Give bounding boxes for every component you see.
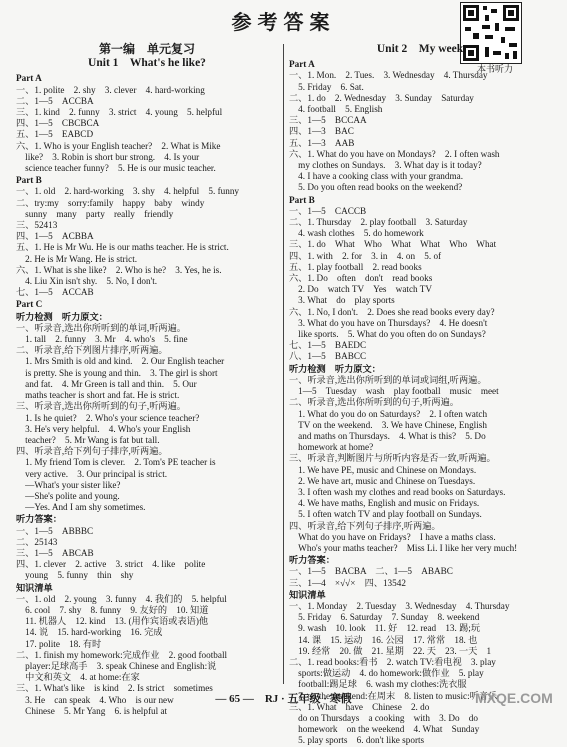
answer-line: —Yes. And I am shy sometimes.	[16, 502, 146, 513]
answer-line: 4. We have maths, English and music on Fridays.	[289, 498, 480, 509]
section-heading: 听力答案：	[16, 514, 62, 525]
answer-line: 四、1—5 CBCBCA	[16, 118, 100, 129]
answer-line: sunny many party really friendly	[16, 208, 174, 219]
answer-line: sports:做运动 4. do homework:做作业 5. play	[289, 668, 484, 679]
answer-line: and fat. 4. Mr Green is tall and thin. 5. Our	[16, 378, 197, 389]
answer-line: 二、try:my sorry:family happy baby windy	[16, 197, 205, 208]
answer-line: 二、听录音,给下列图片排序,听两遍。	[16, 345, 168, 356]
answer-line: 三、1—5 ABCAB	[16, 547, 94, 558]
answer-line: 5. play sports 6. don't like sports	[289, 735, 425, 746]
column-divider	[283, 44, 284, 684]
answer-line: —She's polite and young.	[16, 490, 120, 501]
answer-line: 14. 课 15. 运动 16. 公园 17. 常常 18. 也	[289, 634, 478, 645]
answer-line: 三、52413	[16, 220, 58, 231]
answer-line: 四、1. clever 2. active 3. strict 4. like polite	[16, 559, 206, 570]
answer-line: 17. polite 18. 有时	[16, 638, 102, 649]
answer-line: 四、1—5 ACBBA	[16, 231, 94, 242]
answer-line: 3. I often wash my clothes and read books on Saturdays.	[289, 486, 506, 497]
answer-line: 三、1. kind 2. funny 3. strict 4. young 5. helpful	[16, 107, 223, 118]
answer-line: 11. 机器人 12. kind 13. (用作宾语或表语)他	[16, 616, 209, 627]
answer-line: 2. We have art, music and Chinese on Tuesdays.	[289, 475, 476, 486]
answer-line: 1. Is he quiet? 2. Who's your science teacher?	[16, 412, 200, 423]
answer-line: 14. 说 15. hard-working 16. 完成	[16, 627, 163, 638]
answer-line: 五、1. He is Mr Wu. He is our maths teacher. He is strict.	[16, 242, 229, 253]
answer-line: 三、1. What have Chinese 2. do	[289, 701, 430, 712]
answer-line: 四、听录音,给下列句子排序,听两遍。	[16, 446, 168, 457]
section-heading: Part B	[289, 194, 315, 205]
answer-line: 5. Friday 6. Saturday 7. Sunday 8. weekend	[289, 612, 480, 623]
answer-line: 1. My friend Tom is clever. 2. Tom's PE teacher is	[16, 457, 216, 468]
answer-line: 二、1. read books:看书 2. watch TV:看电视 3. play	[289, 656, 496, 667]
answer-line: 二、1—5 ACCBA	[16, 95, 94, 106]
answer-line: homework at home?	[289, 442, 374, 453]
answer-line: 二、25143	[16, 536, 58, 547]
answer-line: 5. Do you often read books on the weekend?	[289, 182, 463, 193]
answer-line: 一、听录音,选出你所听到的单词,听两遍。	[16, 322, 186, 333]
section-heading: 听力答案：	[289, 555, 335, 566]
section-heading: 知识清单	[289, 589, 326, 600]
answer-line: Chinese 5. Mr Yang 6. is helpful at	[16, 705, 168, 716]
answer-line: 一、听录音,选出你所听到的单词或词组,听两遍。	[289, 374, 487, 385]
answer-line: 一、1. Monday 2. Tuesday 3. Wednesday 4. Thursday	[289, 600, 510, 611]
section-heading: 听力检测 听力原文：	[289, 363, 381, 374]
answer-line: 七、1—5 ACCAB	[16, 287, 94, 298]
answer-line: 1. tall 2. funny 3. Mr 4. who's 5. fine	[16, 334, 188, 345]
answer-line: maths teacher is short and fat. He is strict.	[16, 390, 180, 401]
answer-line: player:足球高手 3. speak Chinese and English:说	[16, 660, 217, 671]
answer-line: 6. cool 7. shy 8. funny 9. 友好的 10. 知道	[16, 604, 209, 615]
answer-line: young 5. funny thin shy	[16, 570, 134, 581]
answer-line: 四、1—3 BAC	[289, 126, 354, 137]
answer-line: 4. Liu Xin isn't shy. 5. No, I don't.	[16, 276, 158, 287]
answer-line: 七、1—5 BAEDC	[289, 340, 367, 351]
answer-line: teacher? 5. Mr Wang is fat but tall.	[16, 434, 160, 445]
answer-line: —What's your sister like?	[16, 479, 121, 490]
answer-line: 7. on the weekend:在周末 8. listen to music:听音乐	[289, 690, 498, 701]
answer-line: football:踢足球 6. wash my clothes:洗衣服	[289, 679, 467, 690]
answer-line: 五、1—5 EABCD	[16, 129, 94, 140]
answer-line: Who's your maths teacher? Miss Li. I like her very much!	[289, 542, 518, 553]
unit1-answers	[16, 73, 278, 717]
answer-line: 19. 经常 20. 做 21. 星期 22. 天 23. 一天 1	[289, 645, 492, 656]
answer-line: 4. football 5. English	[289, 104, 383, 115]
answer-line: 四、1. with 2. for 3. in 4. on 5. of	[289, 250, 442, 261]
qr-label: 本书听力	[476, 64, 513, 74]
answer-line: 一、1—5 ABBBC	[16, 525, 94, 536]
right-column	[289, 42, 551, 747]
answer-line: 1. We have PE, music and Chinese on Mondays.	[289, 464, 477, 475]
answer-line: like? 3. Robin is short bur strong. 4. Is your	[16, 151, 200, 162]
answer-line: 三、1—5 BCCAA	[289, 115, 367, 126]
answer-line: 中文和英文 4. at home:在家	[16, 672, 140, 683]
answer-line: 4. wash clothes 5. do homework	[289, 228, 424, 239]
unit2-title: Unit 2 My week	[376, 43, 464, 55]
answer-line: 一、1—5 CACCB	[289, 205, 367, 216]
answer-line: 一、1. polite 2. shy 3. clever 4. hard-working	[16, 84, 205, 95]
answer-line: 1. Mrs Smith is old and kind. 2. Our English teacher	[16, 356, 225, 367]
answer-line: science teacher funny? 5. He is our music teacher.	[16, 163, 216, 174]
section-heading: Part C	[16, 299, 43, 310]
section-heading: Part A	[289, 59, 315, 70]
watermark: MXQE.COM	[475, 690, 553, 706]
section-heading: Part A	[16, 73, 42, 84]
answer-line: 一、1. old 2. young 3. funny 4. 我们的 5. helpful	[16, 593, 227, 604]
answer-line: 三、听录音,选出你所听到的句子,听两遍。	[16, 401, 186, 412]
answer-line: 六、1. What is she like? 2. Who is he? 3. Yes, he is.	[16, 264, 222, 275]
answer-line: 八、1—5 BABCC	[289, 351, 367, 362]
answer-line: 二、1. finish my homework:完成作业 2. good football	[16, 649, 228, 660]
answer-line: 一、1. old 2. hard-working 3. shy 4. helpful 5. funny	[16, 186, 240, 197]
section-heading: 知识清单	[16, 582, 53, 593]
answer-line: do on Thursdays a cooking with 3. Do do	[289, 712, 478, 723]
answer-line: What do you have on Fridays? I have a maths class.	[289, 531, 496, 542]
answer-line: 三、1. do What Who What What Who What	[289, 239, 497, 250]
left-column	[16, 42, 278, 717]
answer-line: 2. He is Mr Wang. He is strict.	[16, 253, 138, 264]
answer-line: 六、1. What do you have on Mondays? 2. I often wash	[289, 148, 500, 159]
answer-line: 三、1. What's like is kind 2. Is strict sometimes	[16, 683, 213, 694]
answer-line: very active. 3. Our principal is strict.	[16, 468, 168, 479]
answer-line: 二、听录音,选出你所听到的句子,听两遍。	[289, 397, 459, 408]
answer-line: 3. He can speak 4. Who is our new	[16, 694, 174, 705]
section-heading: 听力检测 听力原文：	[16, 311, 108, 322]
answer-line: 二、1. Thursday 2. play football 3. Saturday	[289, 217, 468, 228]
answer-line: is pretty. She is young and thin. 3. The girl is short	[16, 367, 218, 378]
answer-line: 二、1. do 2. Wednesday 3. Sunday Saturday	[289, 92, 474, 103]
section-heading: Part B	[16, 175, 42, 186]
answer-line: 六、1. No, I don't. 2. Does she read books every day?	[289, 306, 495, 317]
answer-line: 四、听录音,给下列句子排序,听两遍。	[289, 520, 441, 531]
answer-line: 一、1. Mon. 2. Tues. 3. Wednesday 4. Thursday	[289, 70, 488, 81]
answer-line: 三、1—4 ×√√× 四、13542	[289, 577, 406, 588]
answer-line: 2. Do watch TV Yes watch TV	[289, 284, 432, 295]
page-footer: — 65 — RJ · 五年级 · 寒假	[215, 693, 352, 705]
answer-line: like sports. 5. What do you often do on Sundays?	[289, 329, 486, 340]
answer-line: 4. I have a cooking class with your grandma.	[289, 171, 464, 182]
answer-line: 5. Friday 6. Sat.	[289, 81, 364, 92]
answer-line: 六、1. Who is your English teacher? 2. What is Mike	[16, 140, 221, 151]
unit1-title: Unit 1 What's he like?	[88, 57, 206, 70]
answer-line: 六、1. Do often don't read books	[289, 273, 433, 284]
answer-line: 3. He's very helpful. 4. Who's your English	[16, 423, 191, 434]
answer-line: and maths on Thursdays. 4. What is this? 5. Do	[289, 430, 486, 441]
answer-line: 一、1—5 BACBA 二、1—5 ABABC	[289, 566, 453, 577]
answer-line: homework on the weekend 4. What Sunday	[289, 724, 480, 735]
answer-line: 三、听录音,判断图片与所听内容是否一致,听两遍。	[289, 453, 496, 464]
answer-line: TV on the weekend. 3. We have Chinese, English	[289, 419, 487, 430]
answer-line: 1. What do you do on Saturdays? 2. I often watch	[289, 408, 488, 419]
answer-line: 3. What do play sports	[289, 295, 395, 306]
answer-line: 5. I often watch TV and play football on Sundays.	[289, 509, 482, 520]
answer-line: 1—5 Tuesday wash play football music meet	[289, 386, 499, 397]
answer-line: 9. wash 10. look 11. 好 12. read 13. 踢;玩	[289, 623, 481, 634]
answer-line: 3. What do you have on Thursdays? 4. He doesn't	[289, 317, 488, 328]
answer-line: my clothes on Sundays. 3. What day is it today?	[289, 160, 482, 171]
part-title: 第一编 单元复习	[98, 42, 195, 56]
answer-line: 五、1—3 AAB	[289, 137, 355, 148]
answer-line: 五、1. play football 2. read books	[289, 261, 422, 272]
page-title: 参考答案	[231, 12, 336, 34]
unit2-answers	[289, 59, 551, 746]
